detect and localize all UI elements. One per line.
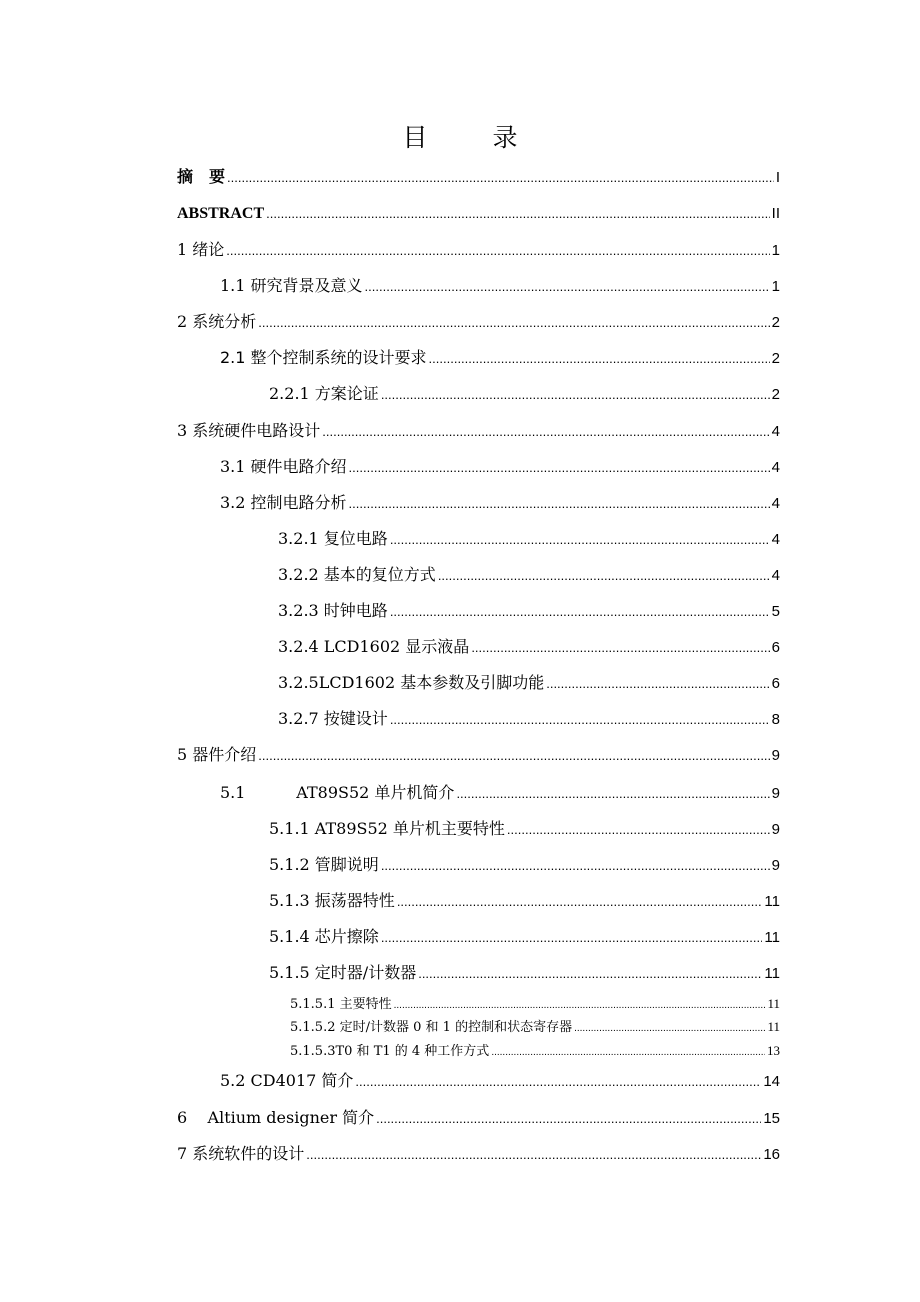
toc-leader <box>258 746 769 766</box>
toc-entry-label: 1 绪论 <box>177 240 225 259</box>
toc-entry-label: 3 系统硬件电路设计 <box>177 421 321 440</box>
toc-entry[interactable] <box>177 1108 780 1129</box>
toc-entry-page: 4 <box>771 531 780 548</box>
toc-entry-page: 2 <box>771 386 780 403</box>
toc-entry-page: 15 <box>763 1110 780 1127</box>
toc-leader <box>266 204 770 224</box>
toc-leader <box>349 494 770 514</box>
toc-entry-label: 3.1 硬件电路介绍 <box>220 457 347 476</box>
toc-entry[interactable] <box>220 348 780 369</box>
toc-entry[interactable] <box>290 996 780 1014</box>
toc-entry-page: 13 <box>767 1043 780 1058</box>
toc-entry[interactable] <box>177 240 780 261</box>
toc-leader <box>365 277 770 297</box>
toc-leader <box>546 674 769 694</box>
toc-entry-page: II <box>771 205 780 222</box>
toc-entry[interactable] <box>220 783 780 804</box>
toc-entry-label: 摘 要 <box>177 169 226 186</box>
toc-entry[interactable] <box>220 493 780 514</box>
toc-entry[interactable] <box>278 709 780 730</box>
toc-entry-page: 9 <box>771 857 780 874</box>
toc-entry[interactable] <box>269 891 780 912</box>
toc-entry[interactable] <box>269 819 780 840</box>
toc-entry-label: 3.2 控制电路分析 <box>220 493 347 512</box>
toc-entry[interactable] <box>278 673 780 694</box>
toc-entry-page: 11 <box>764 929 780 946</box>
toc-entry-label: 5.1 AT89S52 单片机简介 <box>220 783 455 802</box>
toc-entry[interactable] <box>290 1043 780 1061</box>
toc-entry[interactable] <box>278 601 780 622</box>
toc-leader <box>381 385 770 405</box>
toc-entry-page: 11 <box>767 1019 780 1034</box>
toc-entry[interactable] <box>269 855 780 876</box>
toc-entry-label: 2.2.1 方案论证 <box>269 384 379 403</box>
toc-leader <box>418 964 762 984</box>
toc-leader <box>381 928 763 948</box>
toc-entry[interactable] <box>177 745 780 766</box>
toc-entry[interactable] <box>278 529 780 550</box>
toc-entry-page: 4 <box>771 459 780 476</box>
toc-entry[interactable] <box>220 457 780 478</box>
toc-entry-label: 6 Altium designer 简介 <box>177 1108 375 1127</box>
toc-entry-label: 2.1 整个控制系统的设计要求 <box>220 348 427 367</box>
toc-entry-label: 3.2.5LCD1602 基本参数及引脚功能 <box>278 673 545 692</box>
toc-entry-label: 5 器件介绍 <box>177 745 257 764</box>
toc-entry[interactable] <box>220 276 780 297</box>
toc-leader <box>429 349 770 369</box>
toc-entry[interactable] <box>278 637 780 658</box>
toc-leader <box>258 313 769 333</box>
toc-leader <box>226 241 769 261</box>
toc-leader <box>322 422 769 442</box>
toc-leader <box>507 820 770 840</box>
toc-entry-label: 5.2 CD4017 简介 <box>220 1071 354 1090</box>
toc-entry-label: 5.1.4 芯片擦除 <box>269 927 379 946</box>
toc-leader <box>390 602 770 622</box>
toc-entry-label: 3.2.7 按键设计 <box>278 709 388 728</box>
toc-entry-page: 4 <box>771 567 780 584</box>
toc-leader <box>574 1021 765 1037</box>
toc-entry[interactable] <box>177 1144 780 1165</box>
toc-leader <box>376 1109 761 1129</box>
toc-leader <box>355 1072 761 1092</box>
toc-entry-page: 9 <box>771 821 780 838</box>
toc-entry-page: 6 <box>771 639 780 656</box>
toc-entry-page: 2 <box>771 350 780 367</box>
toc-entry-page: 14 <box>763 1073 780 1090</box>
toc-leader <box>306 1145 761 1165</box>
toc-entry-page: 1 <box>771 278 780 295</box>
toc-entry-label: 3.2.1 复位电路 <box>278 529 388 548</box>
toc-entry[interactable] <box>177 204 780 224</box>
toc-leader <box>471 638 769 658</box>
toc-entry-label: 5.1.2 管脚说明 <box>269 855 379 874</box>
toc-entry-label: ABSTRACT <box>177 205 265 222</box>
toc-entry-page: 11 <box>764 965 780 982</box>
toc-entry-label: 5.1.3 振荡器特性 <box>269 891 395 910</box>
toc-entry-label: 3.2.4 LCD1602 显示液晶 <box>278 637 470 656</box>
toc-entry-page: 9 <box>771 747 780 764</box>
toc-entry-page: 16 <box>763 1146 780 1163</box>
toc-entry-page: 11 <box>767 996 780 1011</box>
toc-entry[interactable] <box>177 312 780 333</box>
toc-entry[interactable] <box>177 421 780 442</box>
toc-entry[interactable] <box>220 1071 780 1092</box>
toc-entry-page: 9 <box>771 785 780 802</box>
toc-leader <box>390 530 770 550</box>
toc-entry-page: 4 <box>771 495 780 512</box>
toc-entry-label: 5.1.5 定时器/计数器 <box>269 963 417 982</box>
toc-entry-page: 8 <box>771 711 780 728</box>
toc-leader <box>456 784 769 804</box>
toc-leader <box>381 856 770 876</box>
toc-entry-label: 3.2.3 时钟电路 <box>278 601 388 620</box>
toc-entry[interactable] <box>290 1019 780 1037</box>
toc-entry-page: 2 <box>771 314 780 331</box>
page-title: 目 录 <box>402 123 538 152</box>
toc-entry-label: 5.1.1 AT89S52 单片机主要特性 <box>269 819 505 838</box>
toc-entry-page: 6 <box>771 675 780 692</box>
toc-leader <box>390 710 770 730</box>
toc-entry-label: 1.1 研究背景及意义 <box>220 276 363 295</box>
toc-entry-label: 3.2.2 基本的复位方式 <box>278 565 436 584</box>
toc-leader <box>438 566 770 586</box>
toc-entry-page: 11 <box>764 893 780 910</box>
toc-entry[interactable] <box>269 927 780 948</box>
toc-entry-label: 5.1.5.2 定时/计数器 0 和 1 的控制和状态寄存器 <box>290 1020 573 1035</box>
toc-entry-label: 7 系统软件的设计 <box>177 1144 305 1163</box>
toc-entry-page: 1 <box>771 242 780 259</box>
toc-entry-page: 4 <box>771 423 780 440</box>
toc-entry-label: 5.1.5.1 主要特性 <box>290 997 392 1012</box>
toc-entry-label: 5.1.5.3T0 和 T1 的 4 种工作方式 <box>290 1044 490 1059</box>
toc-leader <box>491 1045 765 1061</box>
toc-leader <box>394 998 766 1014</box>
toc-leader <box>349 458 770 478</box>
toc-entry-page: I <box>775 169 780 186</box>
toc-entry[interactable] <box>269 963 780 984</box>
toc-entry[interactable] <box>177 168 780 188</box>
toc-leader <box>227 168 774 188</box>
toc-entry-label: 2 系统分析 <box>177 312 257 331</box>
toc-leader <box>397 892 763 912</box>
toc-entry[interactable] <box>278 565 780 586</box>
toc-entry[interactable] <box>269 384 780 405</box>
toc-entry-page: 5 <box>771 603 780 620</box>
